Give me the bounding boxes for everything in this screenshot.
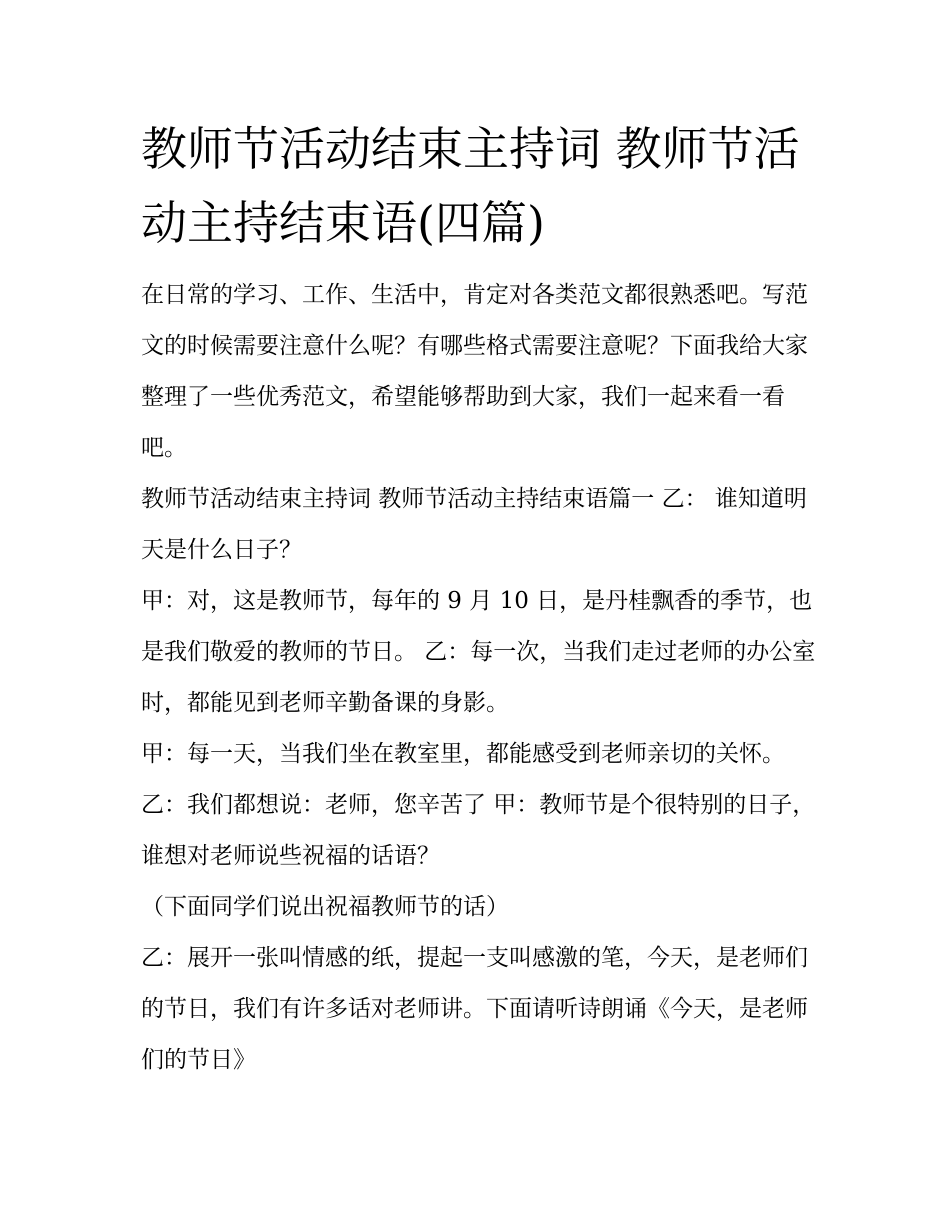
dialogue-paragraph: 乙：展开一张叫情感的纸，提起一支叫感激的笔，今天，是老师们的节日，我们有许多话对老师讲。下面请听诗朗诵《今天，是老师们的节日》 [141,945,808,1073]
section-heading-paragraph: 教师节活动结束主持词 教师节活动主持结束语篇一 乙： 谁知道明天是什么日子？ [141,486,807,563]
dialogue-paragraph: 甲：对，这是教师节，每年的 9 月 10 日，是丹桂飘香的季节，也是我们敬爱的教师的节日。 乙：每一次，当我们走过老师的办公室时，都能见到老师辛勤备课的身影。 [141,588,816,716]
intro-paragraph: 在日常的学习、工作、生活中，肯定对各类范文都很熟悉吧。写范文的时候需要注意什么呢？有哪些格式需要注意呢？下面我给大家整理了一些优秀范文，希望能够帮助到大家，我们一起来看一看吧。 [141,282,808,461]
document-page [141,112,816,1086]
stage-direction-paragraph: （下面同学们说出祝福教师节的话） [141,894,509,920]
document-title: 教师节活动结束主持词 教师节活动主持结束语(四篇) [141,122,800,250]
dialogue-paragraph: 甲：每一天，当我们坐在教室里，都能感受到老师亲切的关怀。 乙：我们都想说：老师，您辛苦了 甲：教师节是个很特别的日子，谁想对老师说些祝福的话语？ [141,741,816,869]
